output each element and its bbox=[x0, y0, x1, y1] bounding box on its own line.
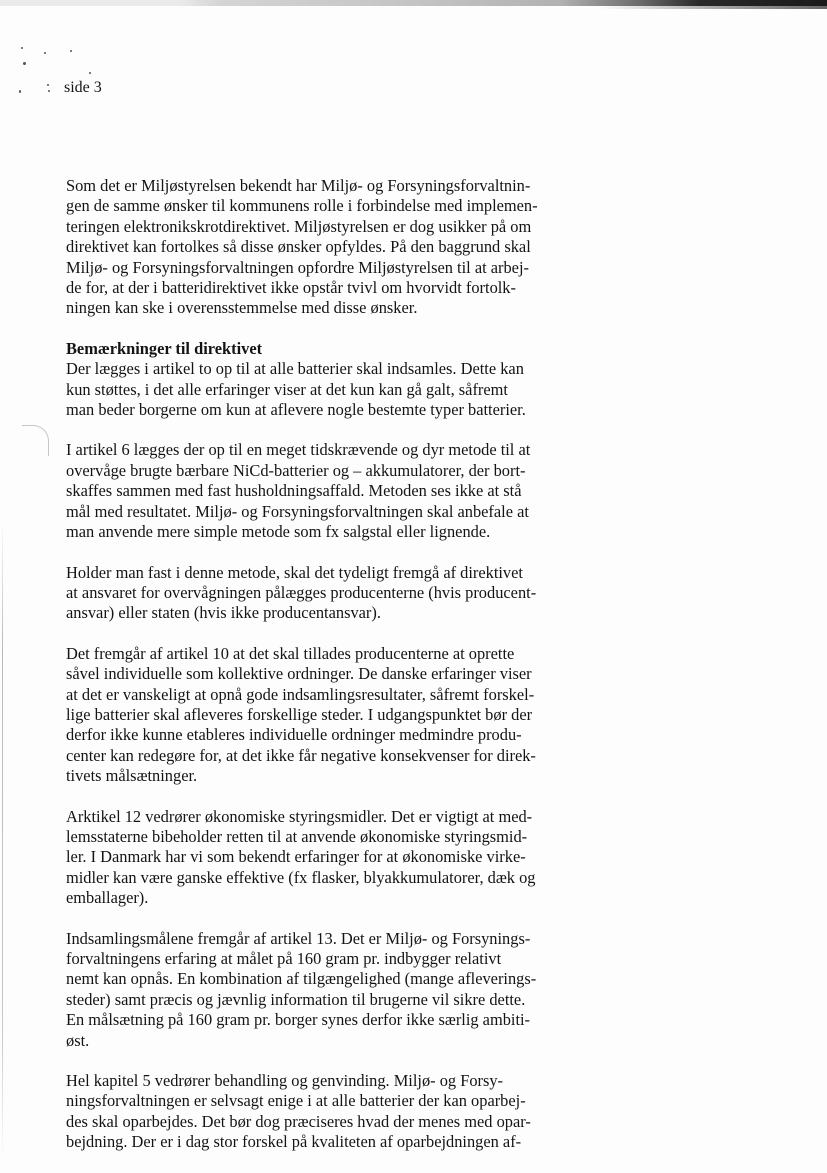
text-line: gen de samme ønsker til kommunens rolle i forbindelse med implemen- bbox=[66, 196, 538, 216]
text-line: midler kan være ganske effektive (fx flasker, blyakkumulatorer, dæk og bbox=[66, 867, 536, 887]
binder-hole-mark bbox=[22, 425, 49, 456]
text-line: overvåge brugte bærbare NiCd-batterier og – akkumulatorer, der bort- bbox=[66, 460, 526, 480]
scan-speck bbox=[48, 90, 50, 92]
text-line: derfor ikke kunne etableres individuelle ordninger medmindre produ- bbox=[66, 725, 522, 745]
text-line: man beder borgerne om kun at aflevere nogle bestemte typer batterier. bbox=[66, 400, 526, 420]
scan-speck bbox=[19, 90, 21, 93]
paragraph bbox=[66, 440, 571, 542]
text-line: ningsforvaltningen er selvsagt enige i at alle batterier der kan oparbej- bbox=[66, 1091, 526, 1111]
text-line: Hel kapitel 5 vedrører behandling og genvinding. Miljø- og Forsy- bbox=[66, 1071, 504, 1091]
text-line: tivets målsætninger. bbox=[66, 766, 198, 786]
page-number: side 3 bbox=[64, 79, 102, 96]
text-line: center kan redegøre for, at det ikke får negative konsekvenser for direk- bbox=[66, 745, 536, 765]
text-line: bejdning. Der er i dag stor forskel på kvaliteten af oparbejdningen af- bbox=[66, 1132, 522, 1152]
text-line: skaffes sammen med fast husholdningsaffald. Metoden ses ikke at stå bbox=[66, 481, 522, 501]
text-line: lemsstaterne bibeholder retten til at anvende økonomiske styringsmid- bbox=[66, 826, 528, 846]
paragraph bbox=[66, 929, 571, 1051]
paragraph bbox=[66, 339, 571, 421]
text-line: øst. bbox=[66, 1030, 90, 1050]
text-line: mål med resultatet. Miljø- og Forsyningsforvaltningen skal anbefale at bbox=[66, 501, 529, 521]
text-line: man anvende mere simple metode som fx salgstal eller lignende. bbox=[66, 522, 491, 542]
scan-speck bbox=[23, 62, 26, 65]
scan-edge-fade bbox=[600, 6, 827, 9]
text-line: steder) samt præcis og jævnlig information til brugerne vil sikre dette. bbox=[66, 989, 526, 1009]
text-line: Det fremgår af artikel 10 at det skal tillades producenterne at oprette bbox=[66, 643, 515, 663]
text-line: Arktikel 12 vedrører økonomiske styringsmidler. Det er vigtigt at med- bbox=[66, 806, 533, 826]
text-line: Indsamlingsmålene fremgår af artikel 13. Det er Miljø- og Forsynings- bbox=[66, 928, 531, 948]
scan-speck bbox=[44, 52, 46, 54]
text-line: Miljø- og Forsyningsforvaltningen opfordre Miljøstyrelsen til at arbej- bbox=[66, 257, 529, 277]
text-line: Der lægges i artikel to op til at alle batterier skal indsamles. Dette kan bbox=[66, 359, 524, 379]
text-line: teringen elektronikskrotdirektivet. Miljøstyrelsen er dog usikker på om bbox=[66, 216, 532, 236]
scan-speck bbox=[89, 72, 91, 74]
text-line: nemt kan opnås. En kombination af tilgængelighed (mange afleverings- bbox=[66, 969, 537, 989]
paragraph bbox=[66, 1071, 571, 1153]
text-line: direktivet kan fortolkes så disse ønsker opfyldes. På den baggrund skal bbox=[66, 237, 531, 257]
text-line: de for, at der i batteridirektivet ikke opstår tvivl om hvorvidt fortolk- bbox=[66, 278, 516, 298]
text-line: Som det er Miljøstyrelsen bekendt har Miljø- og Forsyningsforvaltnin- bbox=[66, 176, 531, 195]
text-line: des skal oparbejdes. Det bør dog præciseres hvad der menes med opar- bbox=[66, 1111, 531, 1131]
text-line: såvel individuelle som kollektive ordninger. De danske erfaringer viser bbox=[66, 664, 532, 684]
document-body bbox=[66, 176, 571, 1173]
text-line: forvaltningens erfaring at målet på 160 gram pr. indbygger relativt bbox=[66, 949, 502, 968]
text-line: I artikel 6 lægges der op til en meget tidskrævende og dyr metode til at bbox=[66, 440, 531, 460]
scan-speck bbox=[70, 50, 72, 52]
text-line: Holder man fast i denne metode, skal det tydeligt fremgå af direktivet bbox=[66, 562, 523, 582]
paragraph bbox=[66, 563, 571, 624]
scan-speck bbox=[21, 47, 23, 49]
scan-left-edge bbox=[2, 520, 3, 1160]
text-line: kun støttes, i det alle erfaringer viser at det kun kan gå galt, såfremt bbox=[66, 379, 508, 399]
paragraph bbox=[66, 644, 571, 787]
text-line: at det er vanskeligt at opnå gode indsamlingsresultater, såfremt forskel- bbox=[66, 684, 535, 704]
section-heading: Bemærkninger til direktivet bbox=[66, 338, 263, 358]
text-line: En målsætning på 160 gram pr. borger synes derfor ikke særlig ambiti- bbox=[66, 1010, 531, 1030]
scan-speck bbox=[47, 84, 49, 86]
paragraph bbox=[66, 176, 571, 319]
text-line: at ansvaret for overvågningen pålægges producenterne (hvis producent- bbox=[66, 582, 537, 602]
text-line: lige batterier skal afleveres forskellige steder. I udgangspunktet bør der bbox=[66, 704, 533, 724]
text-line: ansvar) eller staten (hvis ikke producentansvar). bbox=[66, 603, 381, 623]
paragraph bbox=[66, 807, 571, 909]
text-line: emballager). bbox=[66, 888, 149, 908]
text-line: ningen kan ske i overensstemmelse med disse ønsker. bbox=[66, 298, 418, 318]
text-line: ler. I Danmark har vi som bekendt erfaringer for at økonomiske virke- bbox=[66, 847, 526, 867]
